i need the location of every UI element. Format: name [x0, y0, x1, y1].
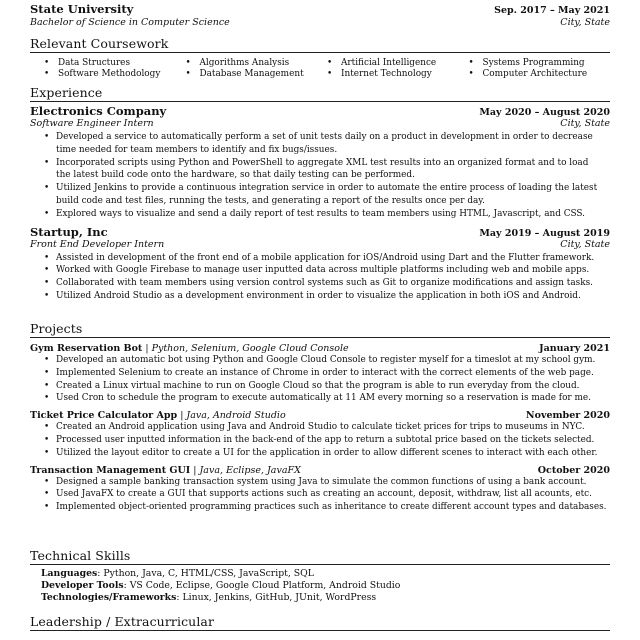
bullet-item: • Created a Linux virtual machine to run on Google Cloud so that the program is able to run everyday from the cloud. — [56, 380, 610, 393]
coursework-column — [327, 58, 469, 80]
bullet-item: • Used Cron to schedule the program to execute automatically at 11 AM every morning so a reservation is made for me. — [56, 392, 610, 405]
project-tech: | Python, Selenium, Google Cloud Console — [145, 343, 349, 354]
skill-value: : Python, Java, C, HTML/CSS, JavaScript, SQL — [97, 568, 314, 579]
project-entry — [30, 410, 610, 459]
bullet-item: • Assisted in development of the front end of a mobile application for iOS/Android using Dart and the Flutter framework. — [56, 252, 610, 265]
skill-row — [30, 592, 610, 604]
course-item: • Software Methodology — [44, 69, 186, 80]
bullet-item: • Created an Android application using Java and Android Studio to calculate ticket prices for trips to museums in NYC. — [56, 421, 610, 434]
skill-row — [30, 580, 610, 592]
skill-label: Technologies/Frameworks — [41, 591, 177, 603]
course-item: • Data Structures — [44, 58, 186, 69]
job-bullets — [30, 252, 610, 303]
skill-row — [30, 568, 610, 580]
skill-label: Developer Tools — [41, 579, 124, 591]
company-name: Electronics Company — [30, 104, 167, 118]
section-heading-coursework: Relevant Coursework — [30, 36, 610, 53]
experience-section — [30, 85, 610, 303]
skill-label: Languages — [41, 568, 98, 579]
course-item: • Systems Programming — [469, 58, 611, 69]
job-title: Software Engineer Intern — [30, 118, 154, 129]
leadership-section — [30, 614, 610, 631]
school-name: State University — [30, 2, 134, 16]
bullet-item: • Collaborated with team members using version control systems such as Git to organize modifications and assign tasks. — [56, 277, 610, 290]
coursework-column — [186, 58, 328, 80]
course-item: • Internet Technology — [327, 69, 469, 80]
job-dates: May 2020 – August 2020 — [479, 107, 610, 118]
bullet-item: • Processed user inputted information in the back-end of the app to return a subtotal price based on the tickets selected. — [56, 434, 610, 447]
bullet-item: • Incorporated scripts using Python and PowerShell to aggregate XML test results into an organized format and to load the latest build code onto the hardware, so that daily testing can be performed. — [56, 157, 610, 183]
project-entry — [30, 343, 610, 405]
section-heading-experience: Experience — [30, 85, 610, 102]
project-date: January 2021 — [539, 343, 610, 354]
project-name: Ticket Price Calculator App — [30, 410, 178, 422]
skills-list — [30, 568, 610, 603]
project-tech: | Java, Eclipse, JavaFX — [193, 464, 301, 476]
bullet-item: • Designed a sample banking transaction system using Java to simulate the common functions of using a bank account. — [56, 476, 610, 489]
job-bullets — [30, 131, 610, 221]
project-date: October 2020 — [537, 464, 610, 476]
coursework-column — [469, 58, 611, 80]
course-item: • Artificial Intelligence — [327, 58, 469, 69]
project-name: Transaction Management GUI — [30, 464, 191, 476]
job-entry — [30, 225, 610, 303]
skills-section — [30, 548, 610, 603]
project-entry — [30, 465, 610, 514]
project-name: Gym Reservation Bot — [30, 343, 143, 354]
job-entry — [30, 104, 610, 221]
job-dates: May 2019 – August 2019 — [479, 227, 610, 239]
bullet-item: • Worked with Google Firebase to manage user inputted data across multiple platforms including web and mobile apps. — [56, 264, 610, 277]
skill-value: : VS Code, Eclipse, Google Cloud Platform, Android Studio — [123, 579, 401, 591]
education-entry — [30, 2, 610, 28]
job-location: City, State — [560, 238, 610, 250]
skill-value: : Linux, Jenkins, GitHub, JUnit, WordPress — [176, 591, 377, 603]
project-bullets — [30, 354, 610, 405]
course-item: • Database Management — [186, 69, 328, 80]
bullet-item: • Utilized the layout editor to create a UI for the application in order to allow different scenes to interact with each other. — [56, 447, 610, 460]
course-item: • Algorithms Analysis — [186, 58, 328, 69]
degree: Bachelor of Science in Computer Science — [30, 17, 230, 28]
company-name: Startup, Inc — [30, 224, 108, 239]
job-title: Front End Developer Intern — [30, 238, 165, 250]
bullet-item: • Implemented object-oriented programming practices such as inheritance to create different account types and databases. — [56, 501, 610, 514]
bullet-item: • Utilized Android Studio as a development environment in order to visualize the application in both iOS and Android. — [56, 290, 610, 303]
bullet-item: • Developed a service to automatically perform a set of unit tests daily on a product in development in order to decrease time needed for team members to identify and fix bugs/issues. — [56, 131, 610, 157]
coursework-column — [44, 58, 186, 80]
bullet-item: • Implemented Selenium to create an instance of Chrome in order to interact with the correct elements of the web page. — [56, 367, 610, 380]
bullet-item: • Developed an automatic bot using Python and Google Cloud Console to register myself for a timeslot at my school gym. — [56, 354, 610, 367]
bullet-item: • Utilized Jenkins to provide a continuous integration service in order to automate the entire process of loading the latest build code and test files, running the tests, and generating a report of the results once per day. — [56, 182, 610, 208]
bullet-item: • Explored ways to visualize and send a daily report of test results to team members using HTML, Javascript, and CSS. — [56, 208, 610, 221]
section-heading-leadership: Leadership / Extracurricular — [30, 614, 610, 631]
job-location: City, State — [560, 118, 610, 129]
section-heading-skills: Technical Skills — [30, 548, 610, 565]
project-date: November 2020 — [525, 410, 610, 422]
bullet-item: • Used JavaFX to create a GUI that supports actions such as creating an account, deposit, withdraw, list all acounts, etc. — [56, 488, 610, 501]
project-bullets — [30, 476, 610, 514]
projects-section — [30, 321, 610, 514]
education-dates: Sep. 2017 – May 2021 — [494, 5, 610, 16]
coursework-section — [30, 36, 610, 80]
course-item: • Computer Architecture — [469, 69, 611, 80]
section-heading-projects: Projects — [30, 321, 610, 338]
education-location: City, State — [560, 17, 610, 28]
project-bullets — [30, 421, 610, 459]
project-tech: | Java, Android Studio — [180, 410, 286, 422]
coursework-list — [30, 58, 610, 80]
